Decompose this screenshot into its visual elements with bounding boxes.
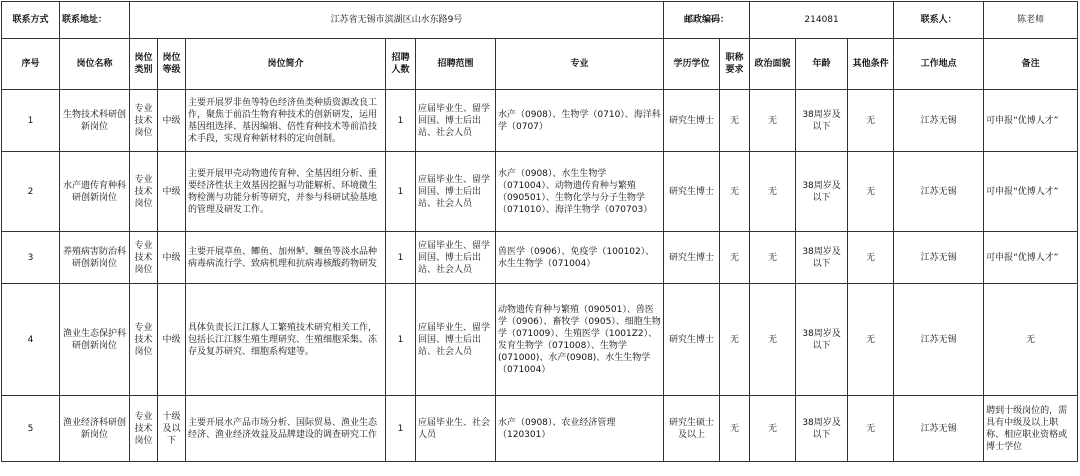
cell-degree: 研究生博士 [664, 284, 720, 396]
cell-no: 2 [2, 152, 60, 232]
cell-title-req: 无 [720, 90, 750, 152]
cell-level: 中级 [158, 152, 186, 232]
postal-label: 邮政编码： [664, 2, 750, 39]
header-level: 岗位等级 [158, 39, 186, 90]
address-value: 江苏省无锡市滨湖区山水东路9号 [130, 2, 664, 39]
cell-intro: 主要开展甲壳动物遗传育种、全基因组分析、重要经济性状主效基因挖掘与功能解析、环境微生物检测与功能分析等研究，并参与科研试验基地的管理及研发工作。 [186, 152, 386, 232]
contact-row [2, 2, 1078, 39]
cell-scope: 应届毕业生、留学回国、博士后出站、社会人员 [416, 284, 496, 396]
postal-code: 214081 [750, 2, 894, 39]
header-degree: 学历学位 [664, 39, 720, 90]
cell-category: 专业技术岗位 [130, 284, 158, 396]
cell-note: 可申报“优博人才” [984, 152, 1078, 232]
cell-count: 1 [386, 90, 416, 152]
cell-category: 专业技术岗位 [130, 90, 158, 152]
cell-degree: 研究生博士 [664, 152, 720, 232]
cell-level: 中级 [158, 232, 186, 284]
cell-other: 无 [848, 152, 894, 232]
header-no: 序号 [2, 39, 60, 90]
cell-degree: 研究生硕士及以上 [664, 396, 720, 462]
cell-other: 无 [848, 232, 894, 284]
cell-political: 无 [750, 152, 796, 232]
cell-location: 江苏无锡 [894, 232, 984, 284]
cell-name: 渔业生态保护科研创新岗位 [60, 284, 130, 396]
person-label: 联系人： [894, 2, 984, 39]
cell-major: 动物遗传育种与繁殖（090501）、兽医学（0906）、畜牧学（0905）、细胞生物学（071009）、生殖医学（1001Z2）、发育生物学（071008）、生物学(071000)、水产(0908)、水生生物学（071004） [496, 284, 664, 396]
cell-major: 水产（0908）、生物学（0710）、海洋科学（0707） [496, 90, 664, 152]
cell-major: 水产（0908）、农业经济管理（120301） [496, 396, 664, 462]
cell-title-req: 无 [720, 396, 750, 462]
cell-title-req: 无 [720, 284, 750, 396]
cell-political: 无 [750, 284, 796, 396]
table-row [2, 232, 1078, 284]
cell-major: 兽医学（0906）、免疫学（100102）、水生生物学（071004） [496, 232, 664, 284]
table-row [2, 90, 1078, 152]
cell-title-req: 无 [720, 152, 750, 232]
cell-scope: 应届毕业生、留学回国、博士后出站、社会人员 [416, 90, 496, 152]
cell-scope: 应届毕业生、留学回国、博士后出站、社会人员 [416, 152, 496, 232]
cell-political: 无 [750, 232, 796, 284]
cell-no: 5 [2, 396, 60, 462]
header-age: 年龄 [796, 39, 848, 90]
cell-no: 3 [2, 232, 60, 284]
recruitment-table [1, 1, 1078, 462]
cell-note: 无 [984, 284, 1078, 396]
cell-count: 1 [386, 396, 416, 462]
cell-count: 1 [386, 152, 416, 232]
cell-age: 38周岁及以下 [796, 284, 848, 396]
cell-name: 养殖病害防治科研创新岗位 [60, 232, 130, 284]
header-name: 岗位名称 [60, 39, 130, 90]
cell-intro: 主要开展水产品市场分析、国际贸易、渔业生态经济、渔业经济效益及品牌建设的调查研究工作 [186, 396, 386, 462]
cell-category: 专业技术岗位 [130, 396, 158, 462]
address-label: 联系地址： [60, 2, 130, 39]
cell-other: 无 [848, 90, 894, 152]
cell-age: 38周岁及以下 [796, 232, 848, 284]
header-intro: 岗位简介 [186, 39, 386, 90]
cell-age: 38周岁及以下 [796, 152, 848, 232]
cell-name: 渔业经济科研创新岗位 [60, 396, 130, 462]
cell-location: 江苏无锡 [894, 90, 984, 152]
cell-level: 中级 [158, 284, 186, 396]
cell-no: 1 [2, 90, 60, 152]
header-title-req: 职称要求 [720, 39, 750, 90]
cell-category: 专业技术岗位 [130, 232, 158, 284]
cell-scope: 应届毕业生、社会人员 [416, 396, 496, 462]
cell-political: 无 [750, 90, 796, 152]
cell-name: 水产遗传育种科研创新岗位 [60, 152, 130, 232]
cell-level: 中级 [158, 90, 186, 152]
header-scope: 招聘范围 [416, 39, 496, 90]
cell-other: 无 [848, 284, 894, 396]
header-major: 专业 [496, 39, 664, 90]
cell-location: 江苏无锡 [894, 284, 984, 396]
header-location: 工作地点 [894, 39, 984, 90]
cell-category: 专业技术岗位 [130, 152, 158, 232]
cell-age: 38周岁及以下 [796, 396, 848, 462]
table-row [2, 152, 1078, 232]
cell-scope: 应届毕业生、留学回国、博士后出站、社会人员 [416, 232, 496, 284]
cell-intro: 具体负责长江江豚人工繁殖技术研究相关工作，包括长江江豚生殖生理研究、生殖细胞采集、冻存及复苏研究、细胞系构建等。 [186, 284, 386, 396]
cell-location: 江苏无锡 [894, 396, 984, 462]
cell-degree: 研究生博士 [664, 232, 720, 284]
header-political: 政治面貌 [750, 39, 796, 90]
cell-major: 水产（0908）、水生生物学（071004）、动物遗传育种与繁殖（090501）、生物化学与分子生物学（071010）、海洋生物学（070703） [496, 152, 664, 232]
cell-note: 可申报“优博人才” [984, 232, 1078, 284]
contact-method-label: 联系方式 [2, 2, 60, 39]
cell-political: 无 [750, 396, 796, 462]
column-header-row [2, 39, 1078, 90]
header-note: 备注 [984, 39, 1078, 90]
cell-count: 1 [386, 284, 416, 396]
cell-degree: 研究生博士 [664, 90, 720, 152]
table-row [2, 396, 1078, 462]
cell-count: 1 [386, 232, 416, 284]
header-count: 招聘人数 [386, 39, 416, 90]
cell-age: 38周岁及以下 [796, 90, 848, 152]
cell-other: 无 [848, 396, 894, 462]
cell-intro: 主要开展罗非鱼等特色经济鱼类种质资源改良工作，聚焦于前沿生物育种技术的创新研发，运用基因组选择、基因编辑、倍性育种技术等前沿技术手段，实现育种新材料的定向创制。 [186, 90, 386, 152]
header-other: 其他条件 [848, 39, 894, 90]
contact-person: 陈老师 [984, 2, 1078, 39]
cell-name: 生物技术科研创新岗位 [60, 90, 130, 152]
cell-note: 可申报“优博人才” [984, 90, 1078, 152]
cell-level: 十级及以下 [158, 396, 186, 462]
cell-no: 4 [2, 284, 60, 396]
table-row [2, 284, 1078, 396]
header-category: 岗位类别 [130, 39, 158, 90]
cell-note: 聘到十级岗位的，需具有中级及以上职称、相应职业资格或博士学位 [984, 396, 1078, 462]
cell-title-req: 无 [720, 232, 750, 284]
cell-intro: 主要开展草鱼、鲫鱼、加州鲈、鳜鱼等淡水品种病毒病流行学、致病机理和抗病毒核酸药物研发 [186, 232, 386, 284]
cell-location: 江苏无锡 [894, 152, 984, 232]
